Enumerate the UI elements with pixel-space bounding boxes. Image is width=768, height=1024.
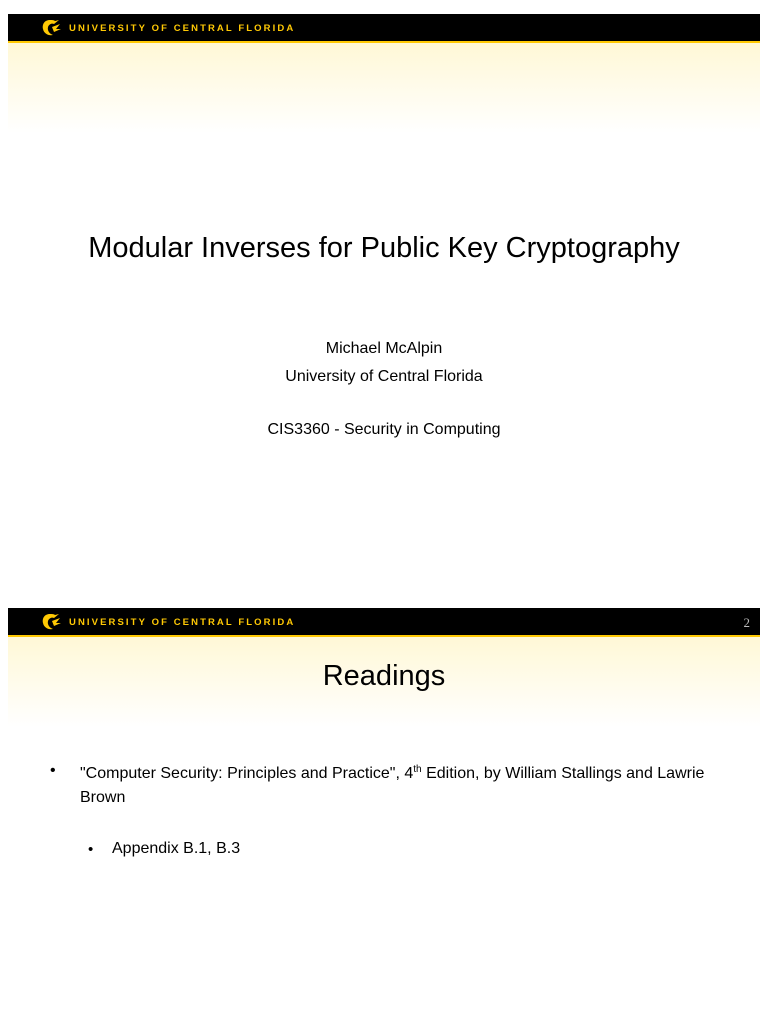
header-gradient	[8, 43, 760, 133]
slide-1	[8, 14, 760, 590]
sub-bullet-icon: •	[88, 841, 94, 858]
logo-text: UNIVERSITY OF CENTRAL FLORIDA	[69, 616, 296, 628]
logo-text: UNIVERSITY OF CENTRAL FLORIDA	[69, 22, 296, 34]
ucf-logo	[40, 611, 295, 633]
slide-2	[8, 608, 760, 1024]
ucf-logo	[40, 17, 295, 39]
slide-title: Readings	[322, 660, 446, 692]
reading-item	[80, 762, 720, 810]
page-number: 2	[743, 615, 750, 630]
affiliation: University of Central Florida	[285, 368, 483, 385]
pegasus-icon	[40, 612, 62, 632]
bullet-icon: •	[50, 762, 56, 779]
author-name: Michael McAlpin	[325, 340, 443, 357]
reading-subitem: Appendix B.1, B.3	[112, 840, 241, 857]
header-bar	[8, 608, 760, 637]
reading-text-start: "Computer Security: Principles and Practice", 4	[80, 765, 414, 782]
header-bar	[8, 14, 760, 43]
course-name: CIS3360 - Security in Computing	[267, 421, 501, 438]
reading-text-end: Edition, by William Stallings and Lawrie Brown	[80, 765, 705, 806]
pegasus-icon	[40, 18, 62, 38]
reading-superscript: th	[413, 764, 422, 775]
slide-title: Modular Inverses for Public Key Cryptography	[88, 232, 680, 264]
